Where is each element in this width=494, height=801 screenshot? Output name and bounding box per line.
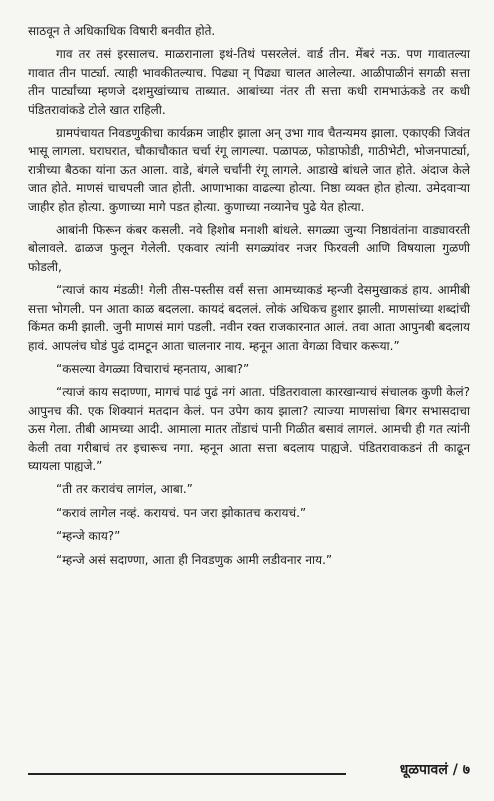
dialogue-paragraph: “त्याजं काय मंडळी! गेली तीस-पस्तीस वर्सं सत्ता आमच्याकडं म्हन्जी देसमुखाकडं हाय. आमीबी सत्ता भोगली. पन आता काळ बदलला. कायदं बदललं. लोकं अधिकच हुशार झाली. माणसांच्या शब्दांची किंमत कमी झाली. जुनी माणसं मागं पडली. नवीन रक्त राजकारनात आलं. तवा आता आपुनबी बदलाय हावं. आपलंच घोडं पुढं दामटून आता चालनार नाय. म्हनून आता वेगळा विचार करूया.” bbox=[28, 283, 470, 353]
dialogue-paragraph: “म्हन्जे असं सदाण्णा, आता ही निवडणुक आमी लडीवनार नाय.” bbox=[56, 552, 333, 567]
page-number: ७ bbox=[462, 762, 470, 778]
running-title: धूळपावलं bbox=[399, 762, 448, 778]
folio bbox=[400, 760, 470, 779]
footer-rule bbox=[28, 773, 346, 775]
dialogue-paragraph: “करावं लागेल नव्हं. करायचं. पन जरा झोकातच करायचं.” bbox=[56, 505, 307, 520]
paragraph: आबांनी फिरून कंबर कसली. नवे हिशोब मनाशी बांधले. सगळ्या जुन्या निष्ठावंतांना वाड्यावरती बोलावले. ढाळज फुलून गेलेली. एकवार त्यांनी सगळ्यांवर नजर फिरवली आणि विषयाला गुळणी फोडली, bbox=[28, 223, 470, 274]
dialogue-paragraph: “त्याजं काय सदाण्णा, मागचं पाढं पुढं नगं आता. पंडितरावाला कारखान्याचं संचालक कुणी केलं? आपुनच की. एक शिक्यानं मतदान केलं. पन उपेग काय झाला? त्याज्या माणसांचा बिगर सभासदाचा ऊस गेला. तीबी आमच्या आदी. आमाला मातर तोंडाचं पानी गिळीत बसावं लागलं. आमची ही गत त्यांनी केली तवा गरीबाचं तर इचारूच नगा. म्हनून आता सत्ता बदलाय पाह्यजे. पंडितरावाकडनं ती काढून घ्यायला पाह्यजे.” bbox=[28, 385, 470, 473]
paragraph: ग्रामपंचायत निवडणुकीचा कार्यक्रम जाहीर झाला अन् उभा गाव चैतन्यमय झाला. एकाएकी जिवंत भासू लागला. घराघरात, चौकाचौकात चर्चा रंगू लागल्या. पळापळ, फोडाफोडी, गाठीभेटी, भोजनपार्ट्या, रात्रीच्या बैठका यांना ऊत आला. वाडे, बंगले चर्चांनी रंगू लागले. आडाखे बांधले जात होते. अंदाज केले जात होते. माणसं चाचपली जात होती. आणाभाका वाढल्या होत्या. निष्ठा व्यक्त होत होत्या. उमेदवाऱ्या जाहीर होत होत्या. कुणाच्या मागे पडत होत्या. कुणाच्या नव्यानेच पुढे येत होत्या. bbox=[28, 126, 470, 214]
paragraph: गाव तर तसं इरसालच. माळरानाला इथं-तिथं पसरलेलं. वार्ड तीन. मेंबरं नऊ. पण गावातल्या गावात तीन पार्ट्या. त्याही भावकीतल्याच. पिढ्या न् पिढ्या चालत आलेल्या. आळीपाळीनं सगळी सत्ता तीन पार्ट्यांच्या म्हणजे दशमुखांच्याच ताब्यात. आबांच्या नंतर ती सत्ता कधी रामभाऊंकडे तर कधी पंडितरावांकडे टोले खात राहिली. bbox=[28, 47, 470, 117]
dialogue-paragraph: “म्हन्जे काय?” bbox=[56, 529, 121, 544]
body-text bbox=[28, 22, 470, 574]
dialogue-paragraph: “ती तर करावंच लागंल, आबा.” bbox=[56, 482, 193, 497]
paragraph: साठवून ते अधिकाधिक विषारी बनवीत होते. bbox=[28, 24, 216, 38]
page-footer bbox=[28, 760, 470, 788]
folio-separator: / bbox=[452, 762, 458, 778]
dialogue-paragraph: “कसल्या वेगळ्या विचाराचं म्हनताय, आबा?” bbox=[56, 361, 250, 376]
